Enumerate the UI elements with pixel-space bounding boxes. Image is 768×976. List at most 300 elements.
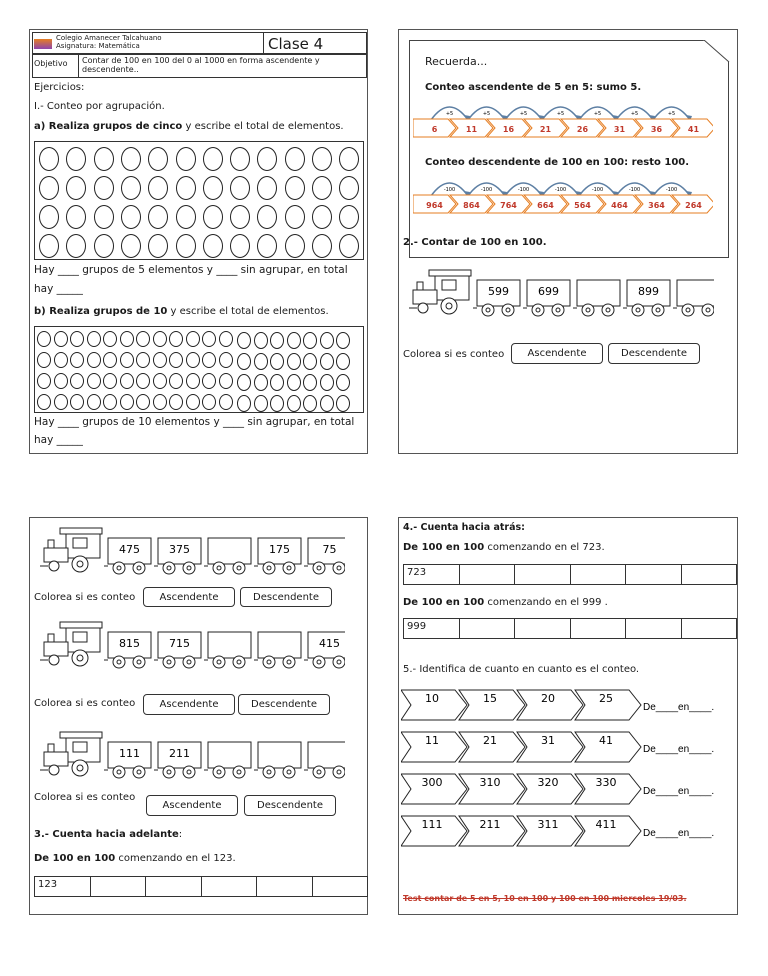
oval xyxy=(121,205,141,229)
oval xyxy=(169,394,183,410)
descendente-button-2[interactable]: Descendente xyxy=(238,694,330,715)
oval xyxy=(202,373,216,389)
oval xyxy=(94,234,114,258)
step-label: -100 xyxy=(628,187,641,193)
wheel-hub-icon xyxy=(217,770,221,774)
worksheet-page-3 xyxy=(29,517,368,915)
colorea-label-1: Colorea si es conteo xyxy=(34,592,136,603)
wheel-hub-icon xyxy=(137,770,141,774)
oval xyxy=(148,205,168,229)
wheel-hub-icon xyxy=(117,566,121,570)
oval xyxy=(303,395,317,412)
wagon xyxy=(308,742,345,768)
answer-cell[interactable] xyxy=(514,564,571,585)
train-1 xyxy=(40,526,345,580)
oval xyxy=(148,147,168,171)
sequence-value: 564 xyxy=(574,201,591,210)
oval xyxy=(66,205,86,229)
oval xyxy=(287,332,301,349)
divider xyxy=(78,54,79,78)
oval xyxy=(312,176,332,200)
colorea-label-2: Colorea si es conteo xyxy=(34,698,136,709)
oval xyxy=(176,234,196,258)
chimney-icon xyxy=(48,540,54,548)
answer-cell[interactable]: 723 xyxy=(403,564,460,585)
oval xyxy=(270,332,284,349)
divider xyxy=(263,32,264,54)
answer-cell[interactable] xyxy=(256,876,313,897)
oval xyxy=(237,395,251,412)
locomotive-roof xyxy=(60,622,102,628)
wheel-hub-icon xyxy=(446,303,452,309)
sequence-value: 11 xyxy=(465,125,478,134)
oval xyxy=(312,147,332,171)
wagon-number: 699 xyxy=(538,285,559,298)
train-drawing xyxy=(40,526,345,576)
oval xyxy=(94,176,114,200)
wheel-hub-icon xyxy=(237,770,241,774)
oval xyxy=(37,352,51,368)
oval xyxy=(66,176,86,200)
oval xyxy=(312,234,332,258)
sequence-value: 364 xyxy=(648,201,665,210)
locomotive-window xyxy=(442,280,456,290)
wheel-hub-icon xyxy=(556,308,560,312)
wheel-hub-icon xyxy=(317,660,321,664)
chimney-icon xyxy=(48,634,54,642)
oval xyxy=(257,234,277,258)
test-note: Test contar de 5 en 5, 10 en 100 y 100 en 100 miercoles 19/03. xyxy=(403,894,687,903)
step-label: +5 xyxy=(556,111,565,117)
answer-cell[interactable] xyxy=(514,618,571,639)
chimney-icon xyxy=(48,744,54,752)
chevron-row xyxy=(413,194,713,214)
oval xyxy=(237,374,251,391)
oval xyxy=(285,176,305,200)
answer-cell[interactable] xyxy=(681,618,738,639)
remember-card xyxy=(409,40,729,258)
answer-cell[interactable] xyxy=(459,618,516,639)
sequence-value: 964 xyxy=(426,201,443,210)
ovals-group-a xyxy=(34,141,364,260)
sequence-number: 21 xyxy=(483,734,497,747)
oval xyxy=(94,205,114,229)
oval xyxy=(203,234,223,258)
question-a xyxy=(34,121,344,133)
school-logo xyxy=(34,39,52,49)
oval xyxy=(186,352,200,368)
oval xyxy=(120,331,134,347)
wheel-hub-icon xyxy=(187,770,191,774)
oval xyxy=(153,331,167,347)
answer-cell[interactable] xyxy=(145,876,202,897)
oval xyxy=(54,373,68,389)
oval xyxy=(136,352,150,368)
worksheet-page-1 xyxy=(29,29,368,454)
wheel-hub-icon xyxy=(167,660,171,664)
locomotive-window xyxy=(73,538,87,548)
de-en-blank[interactable]: De____en____. xyxy=(643,828,715,839)
wheel-hub-icon xyxy=(586,308,590,312)
sequence-number: 15 xyxy=(483,692,497,705)
answer-cell[interactable] xyxy=(90,876,147,897)
question-b-bold: b) Realiza grupos de 10 xyxy=(34,306,168,317)
oval xyxy=(203,205,223,229)
wheel-hub-icon xyxy=(167,566,171,570)
wheel-hub-icon xyxy=(137,660,141,664)
oval xyxy=(285,147,305,171)
sequence-number: 311 xyxy=(537,818,559,831)
wheel-hub-icon xyxy=(117,660,121,664)
oval xyxy=(153,352,167,368)
objective-text: Contar de 100 en 100 del 0 al 1000 en forma ascendente y descendente.. xyxy=(82,56,320,75)
step-label: -100 xyxy=(480,187,493,193)
descending-title: Conteo descendente de 100 en 100: resto 100. xyxy=(425,157,690,168)
oval xyxy=(254,395,268,412)
wheel-hub-icon xyxy=(706,308,710,312)
oval xyxy=(103,352,117,368)
step-label: +5 xyxy=(593,111,602,117)
wheel-hub-icon xyxy=(267,770,271,774)
locomotive-window xyxy=(73,742,87,752)
wagon-number: 475 xyxy=(119,543,140,556)
de-en-blank[interactable]: De____en____. xyxy=(643,786,715,797)
wheel-hub-icon xyxy=(287,770,291,774)
oval xyxy=(320,374,334,391)
wagon-number: 715 xyxy=(169,637,190,650)
wagon-number: 599 xyxy=(488,285,509,298)
locomotive-window xyxy=(73,632,87,642)
oval xyxy=(203,147,223,171)
wagon-number: 111 xyxy=(119,747,140,760)
wagon-number: 211 xyxy=(169,747,190,760)
wheel-hub-icon xyxy=(77,765,83,771)
oval xyxy=(237,332,251,349)
wagon-number: 175 xyxy=(269,543,290,556)
locomotive-body xyxy=(44,752,68,766)
ascendente-button-2[interactable]: Ascendente xyxy=(143,694,235,715)
count-forward-instruction xyxy=(34,853,236,865)
sequence-number: 111 xyxy=(421,818,443,831)
school-name: Colegio Amanecer Talcahuano xyxy=(56,34,162,42)
colorea-label: Colorea si es conteo xyxy=(403,349,505,360)
sequence-number: 20 xyxy=(541,692,555,705)
oval xyxy=(121,147,141,171)
wheel-hub-icon xyxy=(167,770,171,774)
oval xyxy=(320,353,334,370)
instruction-rest: comenzando en el 723. xyxy=(484,542,605,553)
worksheet-page-4 xyxy=(398,517,738,915)
oval xyxy=(70,331,84,347)
answer-cell[interactable]: 123 xyxy=(34,876,91,897)
ascending-title: Conteo ascendente de 5 en 5: sumo 5. xyxy=(425,82,642,93)
de-en-blank[interactable]: De____en____. xyxy=(643,744,715,755)
oval xyxy=(148,176,168,200)
sequence-value: 26 xyxy=(576,125,589,134)
wheel-hub-icon xyxy=(317,770,321,774)
section-4-title: 4.- Cuenta hacia atrás: xyxy=(403,522,525,533)
oval xyxy=(186,331,200,347)
wheel-hub-icon xyxy=(317,566,321,570)
oval xyxy=(176,176,196,200)
sequence-number: 330 xyxy=(595,776,617,789)
descending-sequence xyxy=(413,194,713,214)
step-label: +5 xyxy=(482,111,491,117)
oval xyxy=(120,373,134,389)
oval xyxy=(103,394,117,410)
wagon xyxy=(208,538,251,564)
answer-cell[interactable]: 999 xyxy=(403,618,460,639)
locomotive-roof xyxy=(60,528,102,534)
oval xyxy=(39,205,59,229)
ascendente-button[interactable]: Ascendente xyxy=(511,343,603,364)
oval xyxy=(339,234,359,258)
section-3-title xyxy=(34,829,182,841)
sequence-value: 464 xyxy=(611,201,628,210)
subject-name: Asignatura: Matemática xyxy=(56,42,140,50)
oval xyxy=(54,331,68,347)
oval xyxy=(94,147,114,171)
instruction-bold: De 100 en 100 xyxy=(34,853,116,864)
oval xyxy=(70,352,84,368)
locomotive-roof xyxy=(60,732,102,738)
sequence-value: 764 xyxy=(500,201,517,210)
wheel-hub-icon xyxy=(536,308,540,312)
wheel-icon xyxy=(49,655,59,665)
descendente-button-3[interactable]: Descendente xyxy=(244,795,336,816)
section-3-colon: : xyxy=(178,829,183,840)
wheel-icon xyxy=(49,765,59,775)
answer-cell[interactable] xyxy=(570,618,627,639)
sequence-value: 6 xyxy=(431,125,438,134)
sequence-number: 10 xyxy=(425,692,439,705)
oval xyxy=(136,331,150,347)
descendente-button[interactable]: Descendente xyxy=(608,343,700,364)
sequence-value: 21 xyxy=(539,125,552,134)
answer-a-line-2: hay _____ xyxy=(34,283,83,295)
answer-cell[interactable] xyxy=(681,564,738,585)
sequence-value: 664 xyxy=(537,201,554,210)
sequence-value: 264 xyxy=(685,201,702,210)
step-label: -100 xyxy=(591,187,604,193)
oval xyxy=(121,176,141,200)
oval xyxy=(270,395,284,412)
locomotive-body xyxy=(413,290,437,304)
worksheet-page-2 xyxy=(398,29,738,454)
step-label: -100 xyxy=(443,187,456,193)
locomotive-body xyxy=(44,548,68,562)
wheel-hub-icon xyxy=(267,566,271,570)
ovals-group-b xyxy=(34,326,364,413)
oval xyxy=(148,234,168,258)
oval xyxy=(270,374,284,391)
step-label: -100 xyxy=(517,187,530,193)
step-label: +5 xyxy=(445,111,454,117)
remember-title: Recuerda... xyxy=(425,55,488,68)
oval xyxy=(287,353,301,370)
oval xyxy=(169,352,183,368)
folded-corner-icon xyxy=(704,40,730,64)
wheel-hub-icon xyxy=(337,566,341,570)
wagon-number: 375 xyxy=(169,543,190,556)
oval xyxy=(136,373,150,389)
oval xyxy=(303,374,317,391)
sequence-number: 11 xyxy=(425,734,439,747)
ascendente-button-3[interactable]: Ascendente xyxy=(146,795,238,816)
wagon-number: 899 xyxy=(638,285,659,298)
oval xyxy=(87,352,101,368)
oval xyxy=(285,234,305,258)
oval xyxy=(303,353,317,370)
instruction-rest: comenzando en el 999 . xyxy=(484,597,608,608)
wheel-hub-icon xyxy=(656,308,660,312)
answer-cell[interactable] xyxy=(312,876,369,897)
train-drawing xyxy=(40,730,345,780)
sequence-value: 36 xyxy=(650,125,663,134)
wheel-hub-icon xyxy=(117,770,121,774)
sequence-value: 16 xyxy=(502,125,515,134)
wagon-number: 815 xyxy=(119,637,140,650)
oval xyxy=(287,395,301,412)
count-back-instruction-2 xyxy=(403,597,608,609)
section-1-title: I.- Conteo por agrupación. xyxy=(34,101,165,112)
wheel-hub-icon xyxy=(337,770,341,774)
oval xyxy=(87,373,101,389)
train-2 xyxy=(40,620,345,674)
wheel-icon xyxy=(49,561,59,571)
oval xyxy=(39,234,59,258)
oval xyxy=(270,353,284,370)
oval xyxy=(254,332,268,349)
oval xyxy=(54,394,68,410)
sequence-number: 320 xyxy=(537,776,559,789)
count-back-instruction-1 xyxy=(403,542,605,554)
oval xyxy=(230,147,250,171)
oval xyxy=(120,394,134,410)
sequence-number: 211 xyxy=(479,818,501,831)
sequence-arrows xyxy=(401,688,737,868)
train-3 xyxy=(40,730,345,784)
oval xyxy=(87,394,101,410)
oval xyxy=(186,394,200,410)
step-label: -100 xyxy=(554,187,567,193)
answer-b-line-1: Hay ____ grupos de 10 elementos y ____ sin agrupar, en total xyxy=(34,416,355,428)
oval xyxy=(202,394,216,410)
oval xyxy=(70,394,84,410)
sequence-value: 41 xyxy=(687,125,700,134)
oval xyxy=(169,331,183,347)
instruction-rest: comenzando en el 123. xyxy=(115,853,236,864)
oval xyxy=(153,373,167,389)
exercises-label: Ejercicios: xyxy=(34,82,85,93)
question-a-rest: y escribe el total de elementos. xyxy=(182,121,344,132)
oval xyxy=(37,331,51,347)
oval xyxy=(70,373,84,389)
wheel-hub-icon xyxy=(506,308,510,312)
oval xyxy=(257,205,277,229)
wheel-hub-icon xyxy=(636,308,640,312)
oval xyxy=(219,394,233,410)
oval xyxy=(219,352,233,368)
oval xyxy=(257,147,277,171)
oval xyxy=(37,394,51,410)
step-label: +5 xyxy=(667,111,676,117)
oval xyxy=(169,373,183,389)
oval xyxy=(186,373,200,389)
oval xyxy=(312,205,332,229)
oval xyxy=(87,331,101,347)
sequence-number: 41 xyxy=(599,734,613,747)
section-5-title: 5.- Identifica de cuanto en cuanto es el conteo. xyxy=(403,664,640,675)
answer-cell[interactable] xyxy=(625,564,682,585)
oval xyxy=(285,205,305,229)
wagon xyxy=(208,742,251,768)
oval xyxy=(120,352,134,368)
oval xyxy=(230,176,250,200)
instruction-bold: De 100 en 100 xyxy=(403,597,485,608)
oval xyxy=(339,147,359,171)
step-label: -100 xyxy=(665,187,678,193)
objective-label: Objetivo xyxy=(34,59,68,68)
question-b-rest: y escribe el total de elementos. xyxy=(167,306,329,317)
sequence-number: 25 xyxy=(599,692,613,705)
answer-cell[interactable] xyxy=(201,876,258,897)
step-label: +5 xyxy=(519,111,528,117)
oval xyxy=(287,374,301,391)
oval xyxy=(203,176,223,200)
locomotive-roof xyxy=(429,270,471,276)
oval xyxy=(37,373,51,389)
wheel-hub-icon xyxy=(267,660,271,664)
wheel-hub-icon xyxy=(217,660,221,664)
oval xyxy=(39,147,59,171)
train-drawing xyxy=(40,620,345,670)
oval xyxy=(339,205,359,229)
oval xyxy=(66,147,86,171)
oval xyxy=(136,394,150,410)
wagon xyxy=(677,280,714,306)
wheel-hub-icon xyxy=(137,566,141,570)
question-b xyxy=(34,306,329,318)
train-drawing xyxy=(409,268,714,318)
ascendente-button-1[interactable]: Ascendente xyxy=(143,587,235,607)
chimney-icon xyxy=(417,282,423,290)
descendente-button-1[interactable]: Descendente xyxy=(240,587,332,607)
oval xyxy=(320,395,334,412)
oval xyxy=(320,332,334,349)
oval xyxy=(176,147,196,171)
oval xyxy=(336,353,350,370)
wheel-hub-icon xyxy=(187,566,191,570)
answer-cell[interactable] xyxy=(459,564,516,585)
wheel-hub-icon xyxy=(217,566,221,570)
sequences-area xyxy=(401,688,737,868)
wheel-hub-icon xyxy=(237,566,241,570)
de-en-blank[interactable]: De____en____. xyxy=(643,702,715,713)
answer-cell[interactable] xyxy=(625,618,682,639)
oval xyxy=(230,205,250,229)
train xyxy=(409,268,714,322)
oval xyxy=(230,234,250,258)
wheel-hub-icon xyxy=(237,660,241,664)
wheel-hub-icon xyxy=(606,308,610,312)
oval xyxy=(303,332,317,349)
sequence-value: 864 xyxy=(463,201,480,210)
wheel-hub-icon xyxy=(287,566,291,570)
wagon-number: 75 xyxy=(322,543,337,556)
answer-cell[interactable] xyxy=(570,564,627,585)
wagon xyxy=(258,632,301,658)
